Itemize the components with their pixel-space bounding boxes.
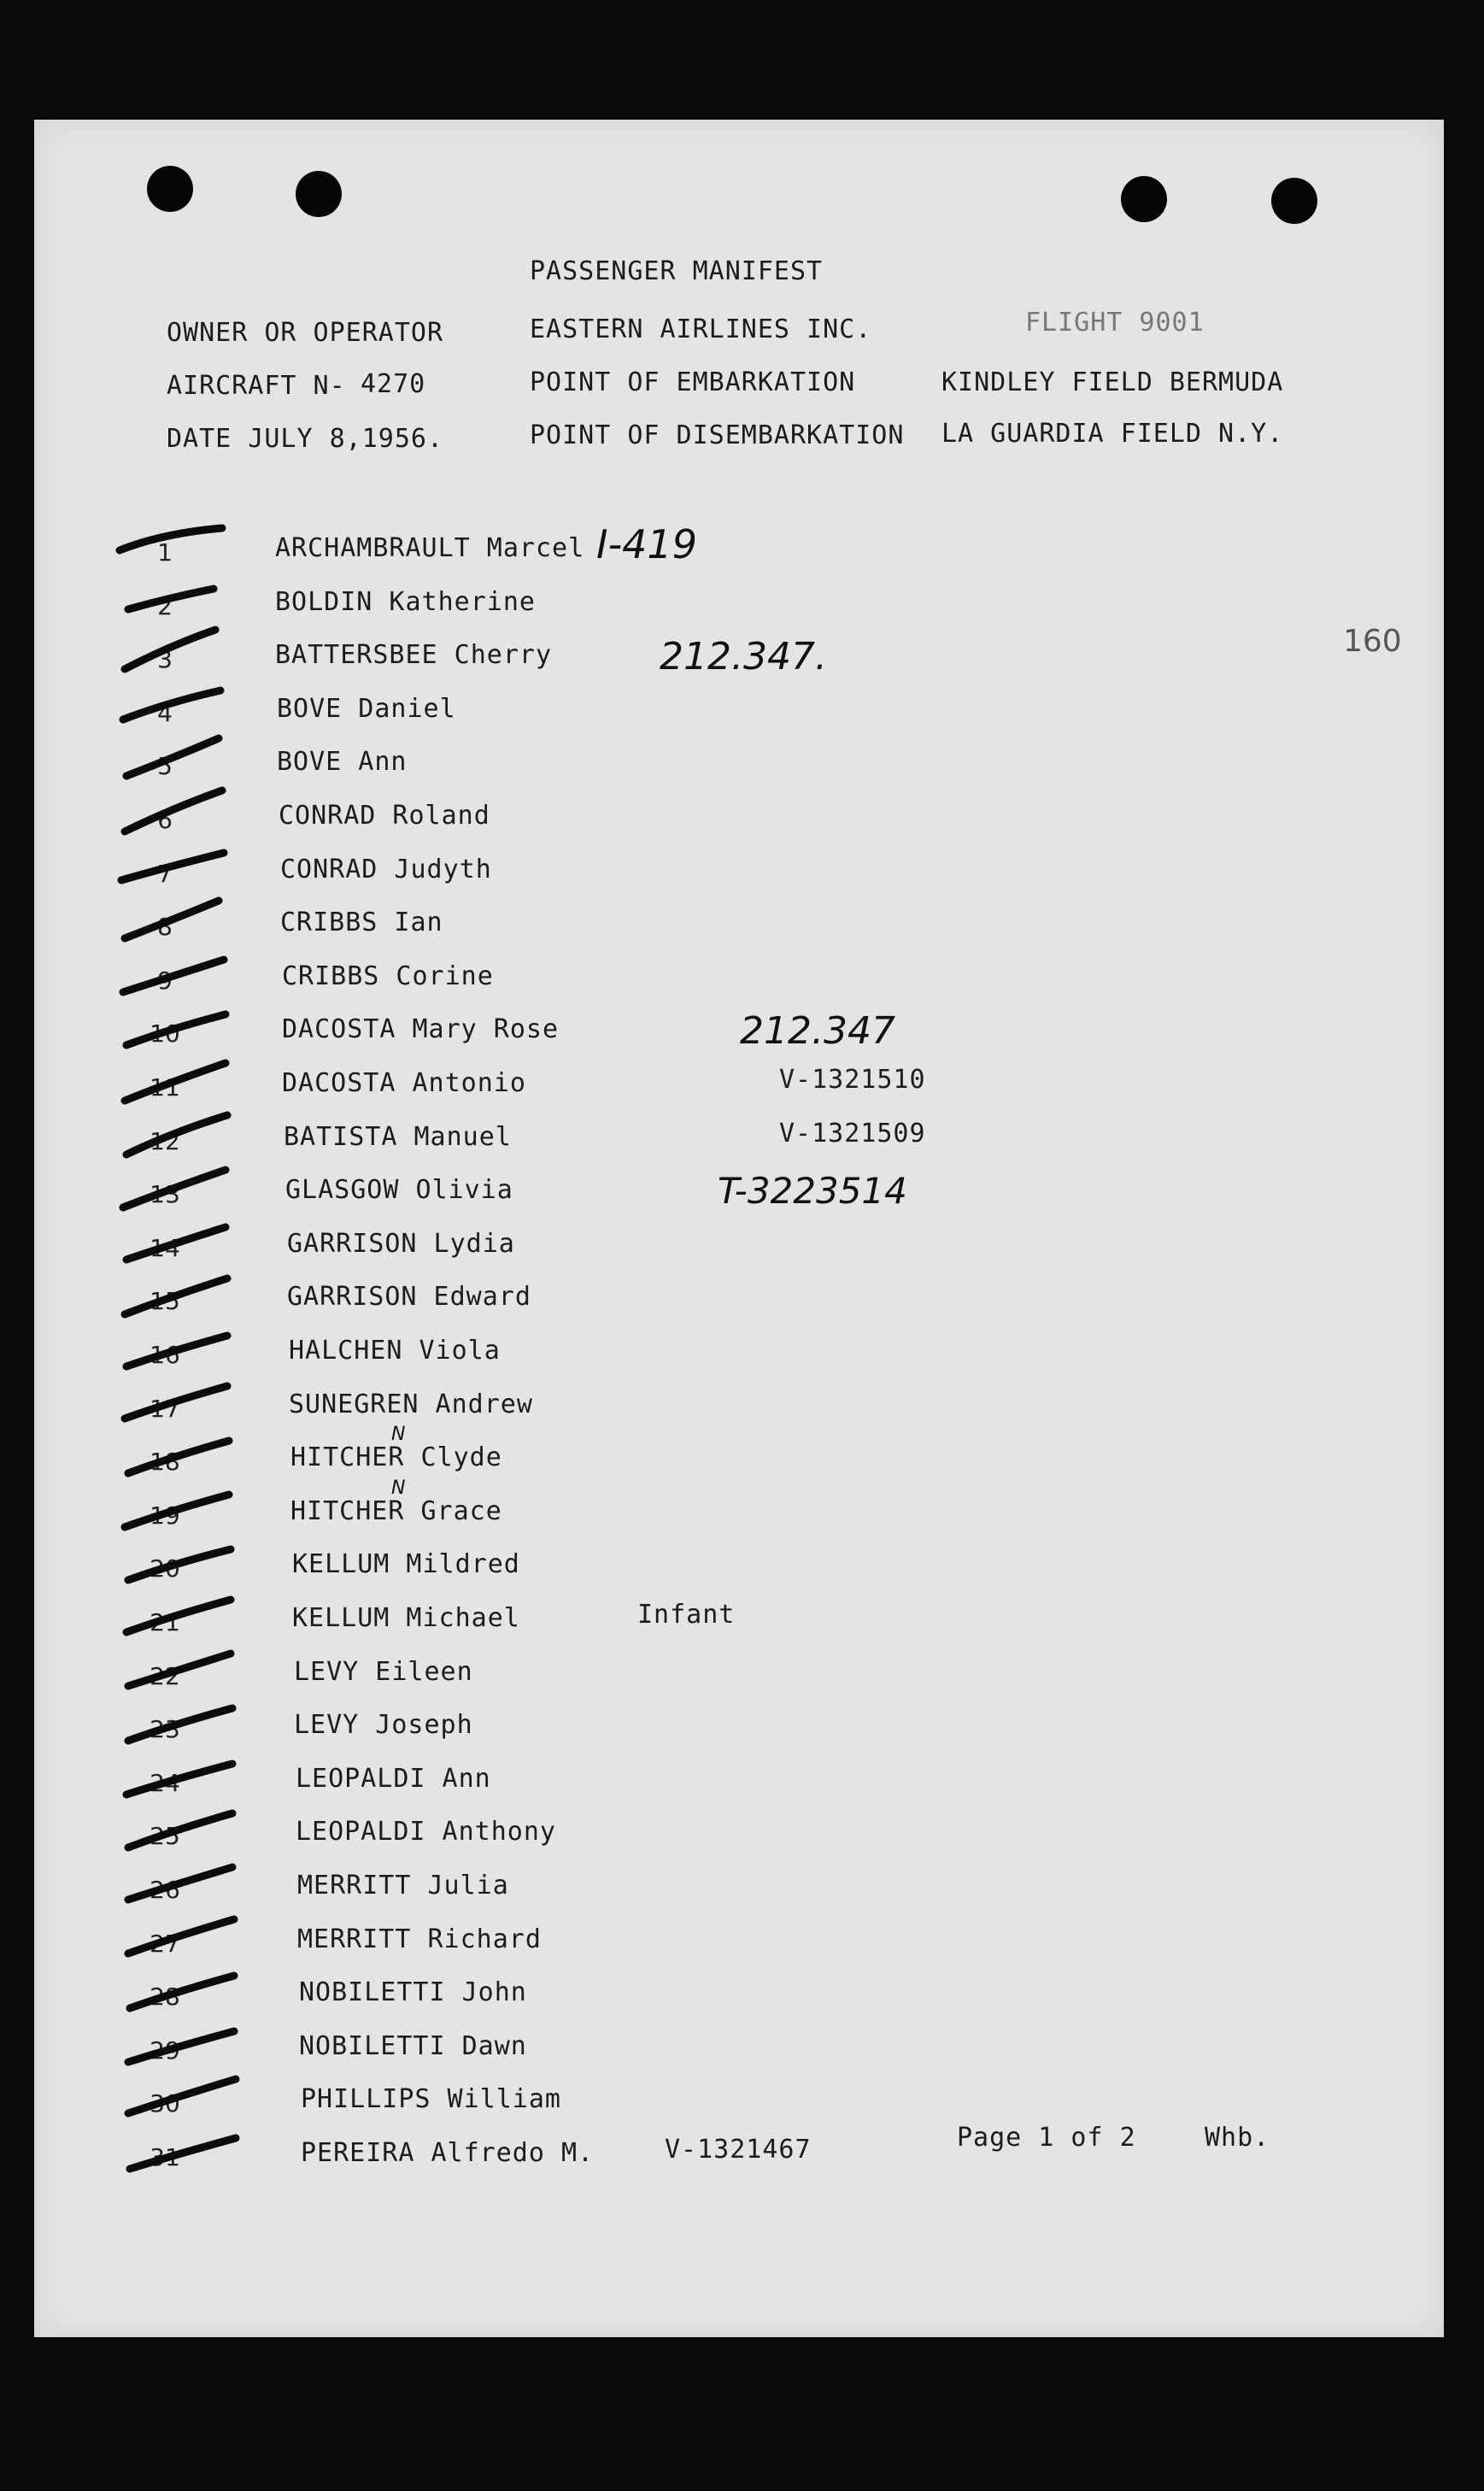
check-mark bbox=[120, 1541, 231, 1592]
row-number: 19 bbox=[150, 1501, 180, 1530]
check-stroke bbox=[128, 1708, 232, 1744]
passenger-name: DACOSTA Antonio bbox=[282, 1068, 526, 1098]
check-mark bbox=[120, 1166, 231, 1218]
check-stroke bbox=[128, 1919, 234, 1953]
row-number: 8 bbox=[157, 913, 173, 942]
row-number: 24 bbox=[150, 1768, 180, 1797]
passenger-row bbox=[34, 521, 1444, 583]
passenger-row bbox=[34, 1974, 1444, 2027]
handwritten-insert: N bbox=[391, 1477, 406, 1499]
passenger-note: 212.347 bbox=[740, 1009, 895, 1054]
row-number: 14 bbox=[150, 1233, 180, 1262]
passenger-name: KELLUM Mildred bbox=[292, 1549, 520, 1580]
check-mark bbox=[120, 1273, 231, 1325]
check-stroke bbox=[123, 1170, 226, 1207]
passenger-name: MERRITT Richard bbox=[297, 1924, 542, 1954]
row-number: 27 bbox=[150, 1929, 180, 1958]
check-mark bbox=[120, 1381, 231, 1432]
check-mark bbox=[120, 1755, 231, 1807]
passenger-row bbox=[34, 690, 1444, 743]
passenger-row bbox=[34, 1921, 1444, 1974]
check-mark bbox=[120, 579, 231, 630]
check-stroke bbox=[128, 589, 214, 609]
owner-label: OWNER OR OPERATOR bbox=[167, 318, 444, 348]
check-mark bbox=[120, 738, 231, 790]
passenger-row bbox=[34, 1424, 1444, 1492]
row-number: 23 bbox=[150, 1715, 180, 1744]
passenger-name: LEVY Joseph bbox=[294, 1710, 473, 1741]
passenger-row bbox=[34, 958, 1444, 1011]
check-mark bbox=[120, 899, 231, 950]
embarkation-value: KINDLEY FIELD BERMUDA bbox=[941, 367, 1284, 397]
passenger-row bbox=[34, 1332, 1444, 1385]
check-stroke bbox=[123, 960, 224, 992]
margin-page-number: 160 bbox=[1343, 624, 1402, 659]
passenger-note: V-1321467 bbox=[665, 2135, 812, 2165]
passenger-row bbox=[34, 1707, 1444, 1760]
passenger-name: HALCHEN Viola bbox=[289, 1336, 501, 1366]
row-number: 28 bbox=[150, 1983, 180, 2012]
date-label: DATE JULY 8,1956. bbox=[167, 424, 444, 454]
row-number: 26 bbox=[150, 1876, 180, 1904]
check-mark bbox=[120, 846, 231, 897]
check-mark bbox=[120, 1862, 231, 1913]
punch-hole bbox=[147, 166, 193, 212]
flight-number: FLIGHT 9001 bbox=[1025, 308, 1205, 338]
passenger-row bbox=[34, 743, 1444, 796]
check-stroke bbox=[126, 1115, 227, 1154]
punch-hole bbox=[1121, 176, 1167, 222]
passenger-row bbox=[34, 1065, 1444, 1118]
check-mark bbox=[120, 1488, 231, 1539]
passenger-name: DACOSTA Mary Rose bbox=[282, 1014, 560, 1045]
check-stroke bbox=[128, 2031, 234, 2062]
check-stroke bbox=[121, 853, 224, 880]
punch-hole bbox=[1271, 178, 1317, 224]
owner-value: EASTERN AIRLINES INC. bbox=[530, 314, 872, 344]
check-stroke bbox=[126, 1227, 226, 1260]
row-number: 30 bbox=[150, 2089, 180, 2118]
row-number: 1 bbox=[157, 538, 173, 567]
row-number: 15 bbox=[150, 1287, 180, 1316]
check-mark bbox=[120, 1808, 231, 1859]
aircraft-label: AIRCRAFT N- bbox=[167, 371, 346, 401]
passenger-name: PHILLIPS William bbox=[301, 2084, 561, 2115]
passenger-row bbox=[34, 1813, 1444, 1866]
check-mark bbox=[120, 1006, 231, 1057]
passenger-row bbox=[34, 2028, 1444, 2081]
passenger-name: LEVY Eileen bbox=[294, 1656, 473, 1687]
passenger-note: 212.347. bbox=[660, 635, 827, 679]
passenger-name: CRIBBS Corine bbox=[282, 961, 494, 991]
passenger-row bbox=[34, 1386, 1444, 1439]
passenger-name: BATTERSBEE Cherry bbox=[275, 640, 553, 671]
passenger-row bbox=[34, 1119, 1444, 1172]
clerk-initials: Whb. bbox=[1205, 2123, 1270, 2153]
check-mark bbox=[120, 1701, 231, 1753]
check-stroke bbox=[125, 1495, 229, 1527]
passenger-name: NOBILETTI Dawn bbox=[299, 2030, 527, 2061]
check-stroke bbox=[128, 1549, 231, 1580]
passenger-row bbox=[34, 1760, 1444, 1813]
row-number: 21 bbox=[150, 1608, 180, 1636]
passenger-row bbox=[34, 904, 1444, 957]
row-number: 16 bbox=[150, 1341, 180, 1369]
handwritten-insert: N bbox=[391, 1424, 406, 1446]
passenger-row bbox=[34, 1011, 1444, 1064]
passenger-name: HITCHER Grace bbox=[290, 1495, 502, 1526]
row-number: 22 bbox=[150, 1661, 180, 1690]
row-number: 9 bbox=[157, 966, 173, 995]
passenger-note: V-1321510 bbox=[779, 1065, 926, 1095]
check-stroke bbox=[126, 738, 219, 776]
check-mark bbox=[120, 2130, 231, 2181]
check-mark bbox=[120, 1595, 231, 1646]
passenger-name: CRIBBS Ian bbox=[280, 908, 443, 938]
check-stroke bbox=[126, 1336, 227, 1366]
passenger-name: BOVE Ann bbox=[277, 747, 408, 778]
row-number: 12 bbox=[150, 1126, 180, 1155]
punch-hole bbox=[296, 171, 342, 217]
check-mark bbox=[120, 525, 231, 576]
passenger-row bbox=[34, 1600, 1444, 1653]
check-stroke bbox=[125, 1278, 227, 1314]
check-stroke bbox=[125, 901, 219, 938]
check-mark bbox=[120, 2076, 231, 2127]
check-stroke bbox=[130, 2138, 236, 2169]
passenger-name: GLASGOW Olivia bbox=[285, 1175, 513, 1206]
check-mark bbox=[120, 2023, 231, 2074]
page-indicator: Page 1 of 2 bbox=[957, 2123, 1136, 2153]
passenger-name: LEOPALDI Anthony bbox=[296, 1817, 556, 1848]
aircraft-number: 4270 bbox=[361, 369, 426, 399]
check-stroke bbox=[126, 1014, 226, 1045]
passenger-note: Infant bbox=[637, 1600, 736, 1630]
passenger-row bbox=[34, 637, 1444, 690]
check-stroke bbox=[130, 1976, 234, 2008]
row-number: 31 bbox=[150, 2143, 180, 2171]
check-stroke bbox=[128, 1441, 229, 1473]
check-mark bbox=[120, 792, 231, 843]
row-number: 18 bbox=[150, 1448, 180, 1477]
check-stroke bbox=[120, 528, 222, 550]
passenger-name: KELLUM Michael bbox=[292, 1603, 520, 1633]
check-mark bbox=[120, 1060, 231, 1111]
passenger-name: CONRAD Roland bbox=[279, 801, 490, 831]
passenger-note: V-1321509 bbox=[779, 1118, 926, 1149]
passenger-name: ARCHAMBRAULT Marcel bbox=[275, 533, 585, 563]
row-number: 5 bbox=[157, 752, 173, 781]
passenger-name: CONRAD Judyth bbox=[280, 854, 492, 884]
check-mark bbox=[120, 685, 231, 737]
check-stroke bbox=[128, 1867, 232, 1900]
row-number: 3 bbox=[157, 645, 173, 674]
passenger-row bbox=[34, 851, 1444, 904]
check-stroke bbox=[128, 1654, 231, 1686]
passenger-row bbox=[34, 584, 1444, 637]
row-number: 10 bbox=[150, 1019, 180, 1049]
disembarkation-value: LA GUARDIA FIELD N.Y. bbox=[941, 419, 1284, 449]
passenger-row bbox=[34, 1654, 1444, 1707]
check-mark bbox=[120, 1327, 231, 1378]
row-number: 17 bbox=[150, 1394, 180, 1423]
passenger-row bbox=[34, 1278, 1444, 1331]
row-number: 29 bbox=[150, 2036, 180, 2065]
passenger-name: BATISTA Manuel bbox=[284, 1121, 512, 1152]
passenger-name: BOLDIN Katherine bbox=[275, 586, 536, 617]
passenger-name: HITCHER Clyde bbox=[290, 1442, 502, 1473]
passenger-note: T-3223514 bbox=[718, 1170, 907, 1213]
check-mark bbox=[120, 632, 231, 683]
check-stroke bbox=[125, 630, 215, 669]
row-number: 7 bbox=[157, 859, 173, 888]
check-mark bbox=[120, 1220, 231, 1272]
passenger-name: GARRISON Lydia bbox=[287, 1228, 515, 1259]
row-number: 4 bbox=[157, 698, 173, 727]
passenger-row bbox=[34, 1172, 1444, 1225]
row-number: 20 bbox=[150, 1554, 180, 1583]
passenger-name: MERRITT Julia bbox=[297, 1871, 509, 1901]
check-mark bbox=[120, 953, 231, 1004]
passenger-row bbox=[34, 797, 1444, 850]
check-mark bbox=[120, 1434, 231, 1485]
check-stroke bbox=[126, 1764, 232, 1795]
passenger-row bbox=[34, 1477, 1444, 1546]
row-number: 13 bbox=[150, 1180, 180, 1209]
check-stroke bbox=[123, 690, 220, 720]
check-stroke bbox=[125, 790, 222, 831]
passenger-name: SUNEGREN Andrew bbox=[289, 1389, 533, 1419]
check-stroke bbox=[128, 1813, 232, 1851]
check-mark bbox=[120, 1969, 231, 2020]
row-number: 25 bbox=[150, 1822, 180, 1851]
passenger-name: BOVE Daniel bbox=[277, 693, 456, 724]
row-number: 11 bbox=[150, 1073, 180, 1102]
disembarkation-label: POINT OF DISEMBARKATION bbox=[530, 420, 905, 450]
passenger-row bbox=[34, 1867, 1444, 1920]
manifest-title: PASSENGER MANIFEST bbox=[530, 256, 824, 286]
passenger-row bbox=[34, 1225, 1444, 1278]
passenger-name: NOBILETTI John bbox=[299, 1977, 527, 2008]
check-stroke bbox=[125, 1063, 226, 1101]
check-stroke bbox=[128, 2079, 236, 2113]
passenger-name: LEOPALDI Ann bbox=[296, 1763, 491, 1794]
row-number: 2 bbox=[157, 591, 173, 620]
passenger-row bbox=[34, 1546, 1444, 1599]
check-stroke bbox=[126, 1600, 231, 1632]
check-mark bbox=[120, 1648, 231, 1700]
passenger-name: GARRISON Edward bbox=[287, 1282, 531, 1313]
passenger-note: I-419 bbox=[596, 521, 697, 567]
check-mark bbox=[120, 1113, 231, 1165]
check-stroke bbox=[125, 1386, 227, 1419]
row-number: 6 bbox=[157, 806, 173, 834]
embarkation-label: POINT OF EMBARKATION bbox=[530, 367, 856, 397]
passenger-name: PEREIRA Alfredo M. bbox=[301, 2138, 595, 2168]
manifest-page bbox=[34, 120, 1444, 2337]
check-mark bbox=[120, 1916, 231, 1967]
